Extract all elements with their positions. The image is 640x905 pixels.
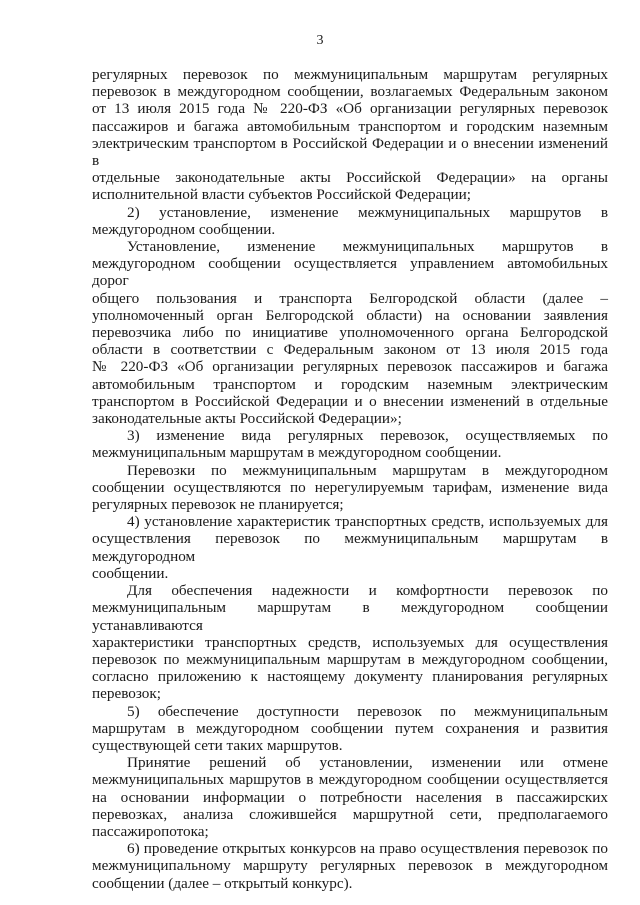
paragraph-8-line-3: существующей сети таких маршрутов. <box>92 736 343 754</box>
paragraph-10-line-2: межмуниципальному маршруту регулярных перевозок в междугородном <box>92 857 608 875</box>
paragraph-7-line-4: перевозок по межмуниципальным маршрутам в междугородном сообщении, <box>92 650 608 668</box>
paragraph-3-line-4: уполномоченный орган Белгородской области) на основании заявления <box>92 306 608 324</box>
paragraph-1-line-2: перевозок в междугородном сообщении, возлагаемых Федеральным законом <box>92 83 608 101</box>
paragraph-6-line-3: сообщении. <box>92 564 169 582</box>
paragraph-2-line-2: междугородном сообщении. <box>92 220 276 238</box>
paragraph-7-line-3: характеристики транспортных средств, используемых для осуществления <box>92 633 608 651</box>
paragraph-9-line-1: Принятие решений об установлении, изменении или отмене <box>127 754 608 772</box>
paragraph-3-line-6: области в соответствии с Федеральным законом от 13 июля 2015 года <box>92 341 608 359</box>
paragraph-4-line-2: межмуниципальным маршрутам в междугородном сообщении. <box>92 444 502 462</box>
paragraph-3-line-10: законодательные акты Российской Федерации»; <box>92 410 402 428</box>
paragraph-8-line-1: 5) обеспечение доступности перевозок по межмуниципальным <box>127 702 608 720</box>
page-number: 3 <box>316 33 324 48</box>
paragraph-9-line-3: на основании информации о потребности населения в пассажирских <box>92 788 608 806</box>
paragraph-3-line-1: Установление, изменение межмуниципальных маршрутов в <box>127 238 608 256</box>
paragraph-5-line-2: сообщении осуществляются по нерегулируемым тарифам, изменение вида <box>92 478 608 496</box>
paragraph-5-line-1: Перевозки по межмуниципальным маршрутам в междугородном <box>127 461 608 479</box>
paragraph-3-line-2: междугородном сообщении осуществляется управлением автомобильных дорог <box>92 255 608 290</box>
paragraph-5-line-3: регулярных перевозок не планируется; <box>92 496 344 514</box>
paragraph-10-line-1: 6) проведение открытых конкурсов на право осуществления перевозок по <box>127 840 608 858</box>
paragraph-7-line-1: Для обеспечения надежности и комфортности перевозок по <box>127 582 608 600</box>
paragraph-3-line-9: транспортом в Российской Федерации и о внесении изменений в отдельные <box>92 392 608 410</box>
paragraph-3-line-8: автомобильным транспортом и городским наземным электрическим <box>92 375 608 393</box>
paragraph-1-line-7: исполнительной власти субъектов Российской Федерации; <box>92 186 471 204</box>
paragraph-6-line-1: 4) установление характеристик транспортных средств, используемых для <box>127 513 608 531</box>
paragraph-9-line-2: межмуниципальных маршрутов в междугородном сообщении осуществляется <box>92 771 608 789</box>
paragraph-2-line-1: 2) установление, изменение межмуниципальных маршрутов в <box>127 203 608 221</box>
paragraph-9-line-5: пассажиропотока; <box>92 822 209 840</box>
paragraph-8-line-2: маршрутам в междугородном сообщении путем сохранения и развития <box>92 719 608 737</box>
paragraph-1-line-3: от 13 июля 2015 года № 220-ФЗ «Об организации регулярных перевозок <box>92 100 608 118</box>
paragraph-3-line-5: перевозчика либо по инициативе уполномоченного органа Белгородской <box>92 324 608 342</box>
paragraph-1-line-1: регулярных перевозок по межмуниципальным маршрутам регулярных <box>92 66 608 83</box>
paragraph-10-line-3: сообщении (далее – открытый конкурс). <box>92 874 353 892</box>
document-body <box>92 66 608 892</box>
paragraph-1-line-6: отдельные законодательные акты Российской Федерации» на органы <box>92 169 608 187</box>
paragraph-6-line-2: осуществления перевозок по межмуниципальным маршрутам в междугородном <box>92 530 608 565</box>
paragraph-9-line-4: перевозках, анализа сложившейся маршрутной сети, предполагаемого <box>92 805 608 823</box>
paragraph-3-line-3: общего пользования и транспорта Белгородской области (далее – <box>92 289 608 307</box>
paragraph-7-line-6: перевозок; <box>92 685 161 703</box>
paragraph-1-line-4: пассажиров и багажа автомобильным транспортом и городским наземным <box>92 117 608 135</box>
paragraph-3-line-7: № 220-ФЗ «Об организации регулярных перевозок пассажиров и багажа <box>92 358 608 376</box>
paragraph-7-line-5: согласно приложению к настоящему документу планирования регулярных <box>92 668 608 686</box>
paragraph-1-line-5: электрическим транспортом в Российской Федерации и о внесении изменений в <box>92 134 608 170</box>
paragraph-7-line-2: межмуниципальным маршрутам в междугородном сообщении устанавливаются <box>92 599 608 634</box>
paragraph-4-line-1: 3) изменение вида регулярных перевозок, осуществляемых по <box>127 427 608 445</box>
